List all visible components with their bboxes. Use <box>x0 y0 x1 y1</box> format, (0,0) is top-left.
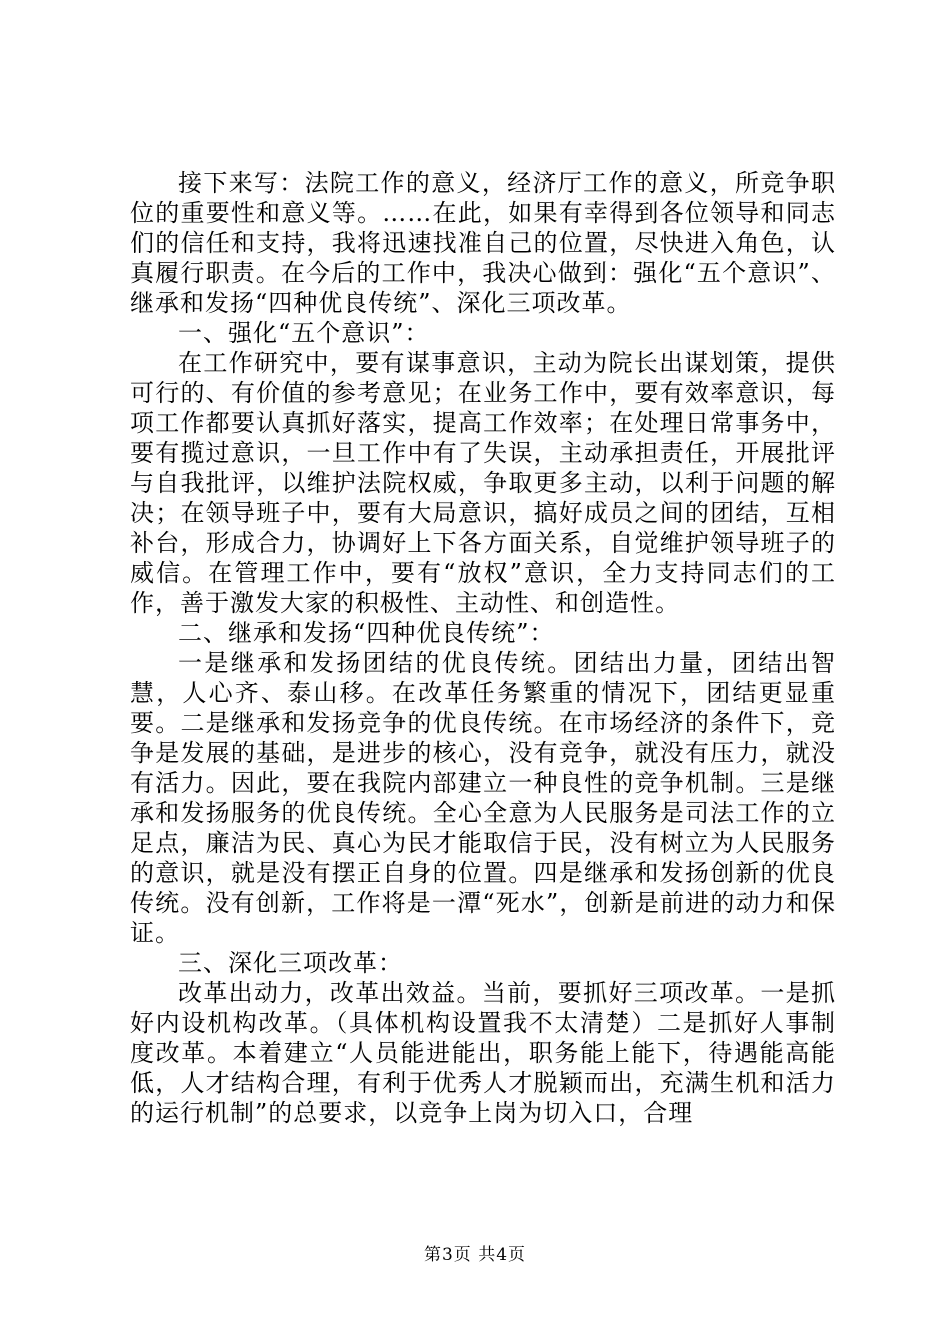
section-3-paragraph: 改革出动力，改革出效益。当前，要抓好三项改革。一是抓好内设机构改革。（具体机构设置我不太清楚）二是抓好人事制度改革。本着建立“人员能进能出，职务能上能下，待遇能高能低，人才结构合理，有利于优秀人才脱颖而出，充满生机和活力的运行机制”的总要求，以竞争上岗为切入口，合理 <box>130 979 836 1127</box>
intro-paragraph: 接下来写：法院工作的意义，经济厅工作的意义，所竞争职位的重要性和意义等。……在此，如果有幸得到各位领导和同志们的信任和支持，我将迅速找准自己的位置，尽快进入角色，认真履行职责。在今后的工作中，我决心做到：强化“五个意识”、继承和发扬“四种优良传统”、深化三项改革。 <box>130 169 836 317</box>
section-2-paragraph: 一是继承和发扬团结的优良传统。团结出力量，团结出智慧，人心齐、泰山移。在改革任务繁重的情况下，团结更显重要。二是继承和发扬竞争的优良传统。在市场经济的条件下，竞争是发展的基础，是进步的核心，没有竞争，就没有压力，就没有活力。因此，要在我院内部建立一种良性的竞争机制。三是继承和发扬服务的优良传统。全心全意为人民服务是司法工作的立足点，廉洁为民、真心为民才能取信于民，没有树立为人民服务的意识，就是没有摆正自身的位置。四是继承和发扬创新的优良传统。没有创新，工作将是一潭“死水”，创新是前进的动力和保证。 <box>130 649 836 947</box>
document-body <box>130 168 836 1128</box>
section-heading-1: 一、强化“五个意识”： <box>178 319 430 347</box>
page-number-footer: 第3页 共4页 <box>423 1245 527 1265</box>
section-heading-2: 二、继承和发扬“四种优良传统”： <box>178 619 555 647</box>
section-heading-3: 三、深化三项改革： <box>178 949 403 977</box>
section-1-paragraph: 在工作研究中，要有谋事意识，主动为院长出谋划策，提供可行的、有价值的参考意见；在业务工作中，要有效率意识，每项工作都要认真抓好落实，提高工作效率；在处理日常事务中，要有揽过意识，一旦工作中有了失误，主动承担责任，开展批评与自我批评，以维护法院权威，争取更多主动，以利于问题的解决；在领导班子中，要有大局意识，搞好成员之间的团结，互相补台，形成合力，协调好上下各方面关系，自觉维护领导班子的威信。在管理工作中，要有“放权”意识，全力支持同志们的工作，善于激发大家的积极性、主动性、和创造性。 <box>130 349 836 617</box>
